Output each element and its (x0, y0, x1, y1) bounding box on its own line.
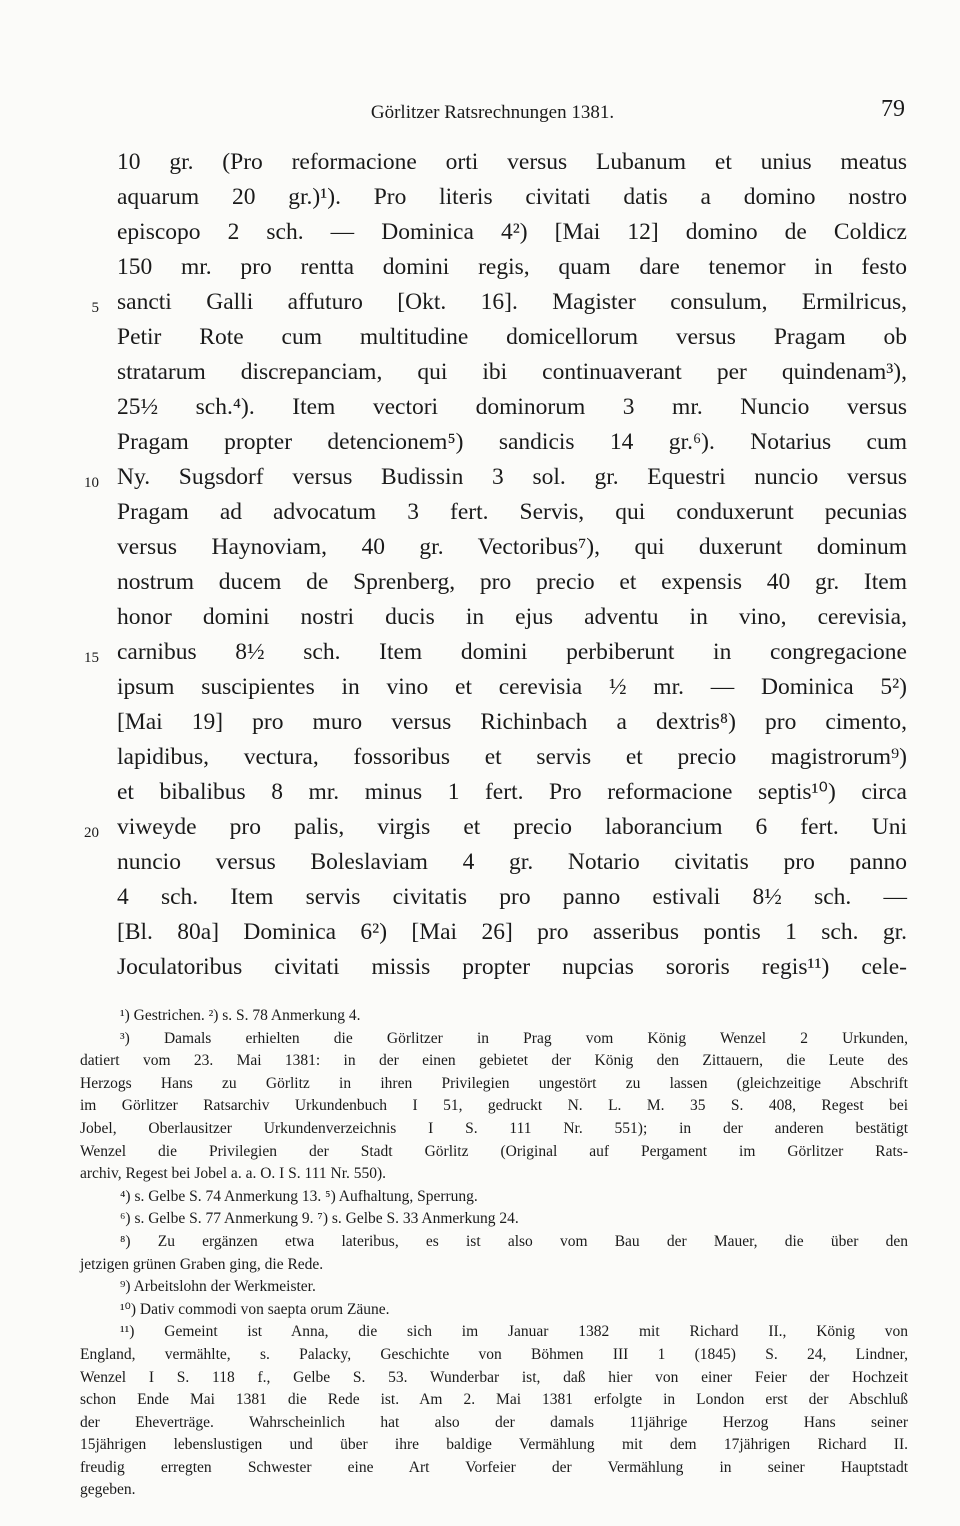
text-line (117, 775, 907, 810)
footnote-line: ³) Damals erhielten die Görlitzer in Prag vom König Wenzel 2 Urkunden, (120, 1029, 908, 1047)
line-text: episcopo 2 sch. — Dominica 4²) [Mai 12] domino de Coldicz (117, 219, 907, 245)
page-number: 79 (881, 96, 905, 122)
footnote-line: ⁸) Zu ergänzen etwa lateribus, es ist also vom Bau der Mauer, die über den (120, 1232, 908, 1250)
footnote-line: ¹⁰) Dativ commodi von saepta orum Zäune. (120, 1300, 390, 1318)
line-text: Joculatoribus civitati missis propter nupcias sororis regis¹¹) cele- (117, 954, 907, 980)
footnote-line: England, vermählte, s. Palacky, Geschichte von Böhmen III 1 (1845) S. 24, Lindner, (80, 1345, 908, 1363)
footnote-line: datiert vom 23. Mai 1381: in der einen gebietet der König den Zittauern, die Leute des (80, 1052, 908, 1070)
text-line (117, 845, 907, 880)
line-text: 25½ sch.⁴). Item vectori dominorum 3 mr. Nuncio versus (117, 394, 907, 420)
line-text: viweyde pro palis, virgis et precio laborancium 6 fert. Uni (117, 814, 907, 840)
line-text: versus Haynoviam, 40 gr. Vectoribus⁷), qui duxerunt dominum (117, 534, 907, 560)
line-text: stratarum discrepanciam, qui ibi continuaverant per quindenam³), (117, 359, 907, 385)
running-title: Görlitzer Ratsrechnungen 1381. (370, 102, 615, 123)
line-text: Pragam ad advocatum 3 fert. Servis, qui conduxerunt pecunias (117, 499, 907, 525)
line-text: [Bl. 80a] Dominica 6²) [Mai 26] pro asseribus pontis 1 sch. gr. (117, 919, 907, 945)
line-number: 20 (84, 825, 99, 841)
footnote-line: gegeben. (80, 1481, 136, 1499)
line-text: Ny. Sugsdorf versus Budissin 3 sol. gr. Equestri nuncio versus (117, 464, 907, 490)
line-text: nuncio versus Boleslaviam 4 gr. Notario civitatis pro panno (117, 849, 907, 875)
text-line (117, 950, 907, 985)
line-number: 5 (91, 300, 99, 316)
text-line (117, 250, 907, 285)
text-line (84, 810, 907, 845)
line-text: nostrum ducem de Sprenberg, pro precio et expensis 40 gr. Item (117, 569, 907, 595)
text-line (117, 600, 907, 635)
line-text: 10 gr. (Pro reformacione orti versus Lubanum et unius meatus (117, 149, 907, 175)
line-text: Petir Rote cum multitudine domicellorum versus Pragam ob (117, 324, 907, 350)
text-line (117, 180, 907, 215)
footnote-line: ⁶) s. Gelbe S. 77 Anmerkung 9. ⁷) s. Gelbe S. 33 Anmerkung 24. (120, 1210, 519, 1228)
footnote-line: im Görlitzer Ratsarchiv Urkundenbuch I 51, gedruckt N. L. M. 35 S. 408, Regest bei (80, 1097, 908, 1115)
footnote-line: schon Ende Mai 1381 die Rede ist. Am 2. Mai 1381 erfolgte in London erst der Abschluß (80, 1391, 908, 1409)
footnotes (80, 1005, 908, 1502)
footnote-line: freudig erregten Schwester eine Art Vorfeier der Vermählung in seiner Hauptstadt (80, 1458, 908, 1476)
text-line (91, 285, 907, 320)
text-line (117, 565, 907, 600)
line-text: honor domini nostri ducis in ejus adventu in vino, cerevisia, (117, 604, 907, 630)
line-number: 10 (84, 475, 99, 491)
line-text: 150 mr. pro rentta domini regis, quam dare tenemor in festo (117, 254, 907, 280)
footnote-line: Jobel, Oberlausitzer Urkundenverzeichnis I S. 111 Nr. 551); in der anderen bestätigt (80, 1119, 908, 1137)
text-line (117, 355, 907, 390)
line-text: ipsum suscipientes in vino et cerevisia ½ mr. — Dominica 5²) (117, 674, 907, 700)
text-line (117, 425, 907, 460)
text-line (117, 390, 907, 425)
text-line (117, 495, 907, 530)
footnote-line: Herzogs Hans zu Görlitz in ihren Privilegien ungestört zu lassen (gleichzeitige Abschrift (80, 1074, 908, 1092)
footnote-line: archiv, Regest bei Jobel a. a. O. I S. 111 Nr. 550). (80, 1165, 387, 1183)
footnote-line: 15jährigen lebenslustigen und über ihre baldige Vermählung mit dem 17jährigen Richard II. (80, 1436, 908, 1454)
text-line (84, 635, 907, 670)
footnote-line: ⁹) Arbeitslohn der Werkmeister. (120, 1278, 316, 1296)
line-text: et bibalibus 8 mr. minus 1 fert. Pro reformacione septis¹⁰) circa (117, 779, 907, 805)
text-line (117, 215, 907, 250)
footnote-line: ¹) Gestrichen. ²) s. S. 78 Anmerkung 4. (120, 1007, 361, 1024)
line-text: carnibus 8½ sch. Item domini perbiberunt in congregacione (117, 639, 907, 665)
line-text: sancti Galli affuturo [Okt. 16]. Magister consulum, Ermilricus, (117, 289, 907, 315)
main-text (84, 145, 907, 985)
text-line (117, 530, 907, 565)
footnote-line: jetzigen grünen Graben ging, die Rede. (80, 1255, 324, 1273)
line-text: aquarum 20 gr.)¹). Pro literis civitati datis a domino nostro (117, 184, 907, 210)
text-line (117, 740, 907, 775)
line-text: [Mai 19] pro muro versus Richinbach a dextris⁸) pro cimento, (117, 709, 907, 735)
footnote-line: ⁴) s. Gelbe S. 74 Anmerkung 13. ⁵) Aufhaltung, Sperrung. (120, 1187, 478, 1205)
text-line (117, 145, 907, 180)
text-line (117, 880, 907, 915)
text-line (117, 705, 907, 740)
text-line (84, 460, 907, 495)
page-header (80, 96, 905, 136)
footnote-line: Wenzel I S. 118 f., Gelbe S. 53. Wunderbar ist, daß hier von einer Feier der Hochzeit (80, 1368, 908, 1386)
text-line (117, 320, 907, 355)
line-text: Pragam propter detencionem⁵) sandicis 14 gr.⁶). Notarius cum (117, 429, 907, 455)
line-text: 4 sch. Item servis civitatis pro panno estivali 8½ sch. — (117, 884, 907, 910)
text-line (117, 915, 907, 950)
footnote-line: Wenzel die Privilegien der Stadt Görlitz (Original auf Pergament im Görlitzer Rats- (80, 1142, 908, 1160)
line-text: lapidibus, vectura, fossoribus et servis et precio magistrorum⁹) (117, 744, 907, 770)
footnote-line: ¹¹) Gemeint ist Anna, die sich im Januar 1382 mit Richard II., König von (120, 1323, 908, 1341)
text-line (117, 670, 907, 705)
line-number: 15 (84, 650, 99, 666)
footnote-line: der Eheverträge. Wahrscheinlich hat also der damals 11jährige Herzog Hans seiner (80, 1413, 908, 1431)
